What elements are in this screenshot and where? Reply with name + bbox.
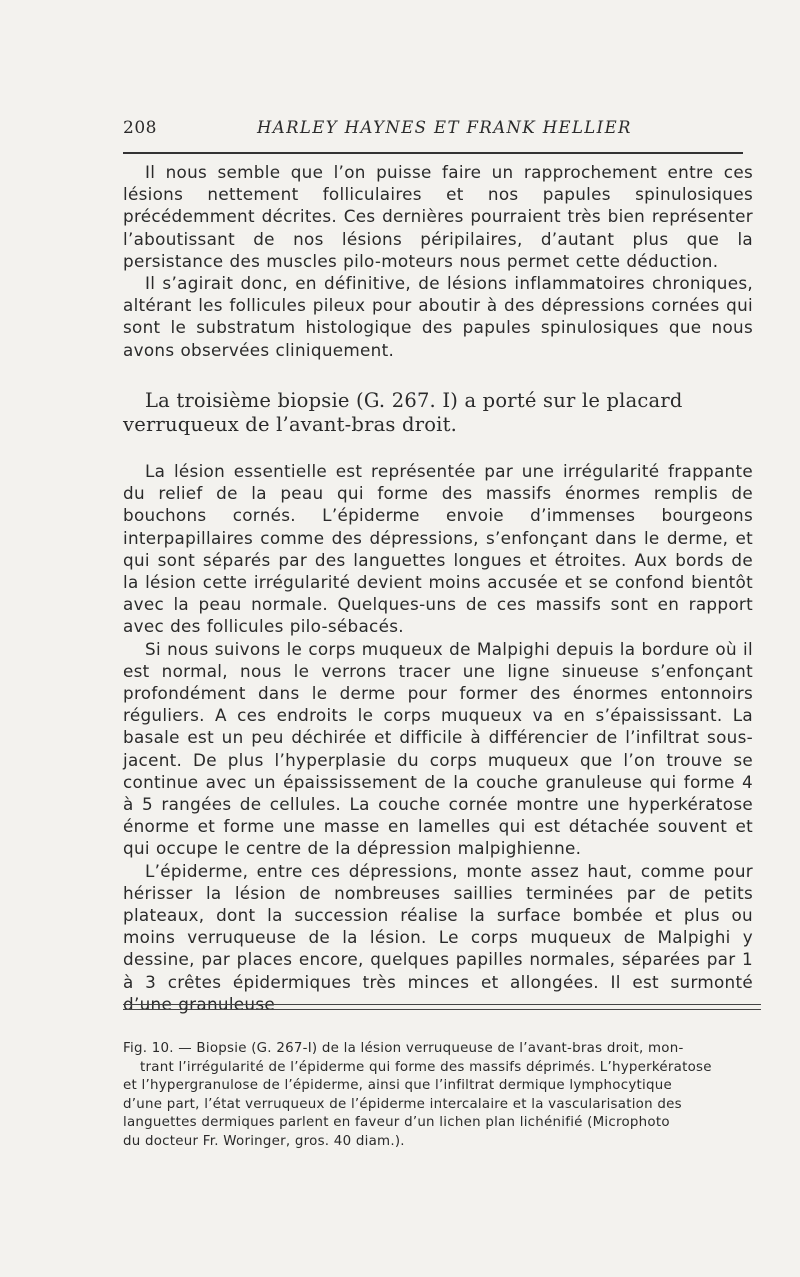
intro-text [123,161,753,361]
figure-rule-lower [123,1009,761,1010]
paragraph: Il nous semble que l’on puisse faire un rapprochement entre ces lésions nettement folliculaires et nos papules spinulosiques précédemment décrites. Ces dernières pourraient très bien représenter l’aboutissant de nos lésions péripilaires, d’autant plus que la persistance des muscles pilo-moteurs nous permet cette déduction. [123,162,753,271]
caption-line: du docteur Fr. Woringer, gros. 40 diam.). [123,1133,405,1149]
paragraph: Si nous suivons le corps muqueux de Malpighi depuis la bordure où il est normal, nous le verrons tracer une ligne sinueuse s’enfonçant profondément dans le derme pour former des énormes entonnoirs réguliers. A ces endroits le corps muqueux va en s’épaississant. La basale est un peu déchirée et difficile à différencier de l’infiltrat sous-jacent. De plus l’hyperplasie du corps muqueux que l’on trouve se continue avec un épaississement de la couche granuleuse qui forme 4 à 5 rangées de cellules. La couche cornée montre une hyperkératose énorme et forme une masse en lamelles qui est détachée souvent et qui occupe le centre de la dépression malpighienne. [123,638,753,859]
caption-line: d’une part, l’état verruqueux de l’épiderme intercalaire et la vascularisation des [123,1096,682,1112]
page-header [123,118,743,142]
header-rule [123,152,743,154]
paragraph: La lésion essentielle est représentée par une irrégularité frappante du relief de la peau qui forme des massifs énormes remplis de bouchons cornés. L’épiderme envoie d’immenses bourgeons interpapillaires comme des dépressions, s’enfonçant dans le derme, et qui sont séparés par des languettes longues et étroites. Aux bords de la lésion cette irrégularité devient moins accusée et se confond bientôt avec la peau normale. Quelques-uns de ces massifs sont en rapport avec des follicules pilo-sébacés. [123,461,753,637]
running-title: HARLEY HAYNES ET FRANK HELLIER [257,118,632,137]
paragraph: L’épiderme, entre ces dépressions, monte assez haut, comme pour hérisser la lésion de nombreuses saillies terminées par de petits plateaux, dont la succession réalise la surface bombée et plus ou moins verruqueuse de la lésion. Le corps muqueux de Malpighi y dessine, par places encore, quelques papilles normales, séparées par 1 à 3 crêtes épidermiques très minces et allongées. Il est surmonté d’une granuleuse [123,860,753,1014]
caption-line: languettes dermiques parlent en faveur d’un lichen plan lichénifié (Microphoto [123,1115,670,1131]
body-text [123,460,753,1015]
page-number: 208 [123,118,157,138]
section-heading: La troisième biopsie (G. 267. I) a porté sur le placard verruqueux de l’avant-bras droit. [123,389,683,436]
figure-rule-upper [123,1004,761,1005]
caption-line: et l’hypergranulose de l’épiderme, ainsi que l’infiltrat dermique lymphocytique [123,1078,672,1094]
caption-line: trant l’irrégularité de l’épiderme qui forme des massifs déprimés. L’hyperkératose [140,1059,712,1075]
paragraph: Il s’agirait donc, en définitive, de lésions inflammatoires chroniques, altérant les follicules pileux pour aboutir à des dépressions cornées qui sont le substratum histologique des papules spinulosiques que nous avons observées cliniquement. [123,273,753,360]
caption-line: Fig. 10. — Biopsie (G. 267-I) de la lésion verruqueuse de l’avant-bras droit, mon- [123,1041,684,1056]
figure-caption [123,1040,761,1152]
